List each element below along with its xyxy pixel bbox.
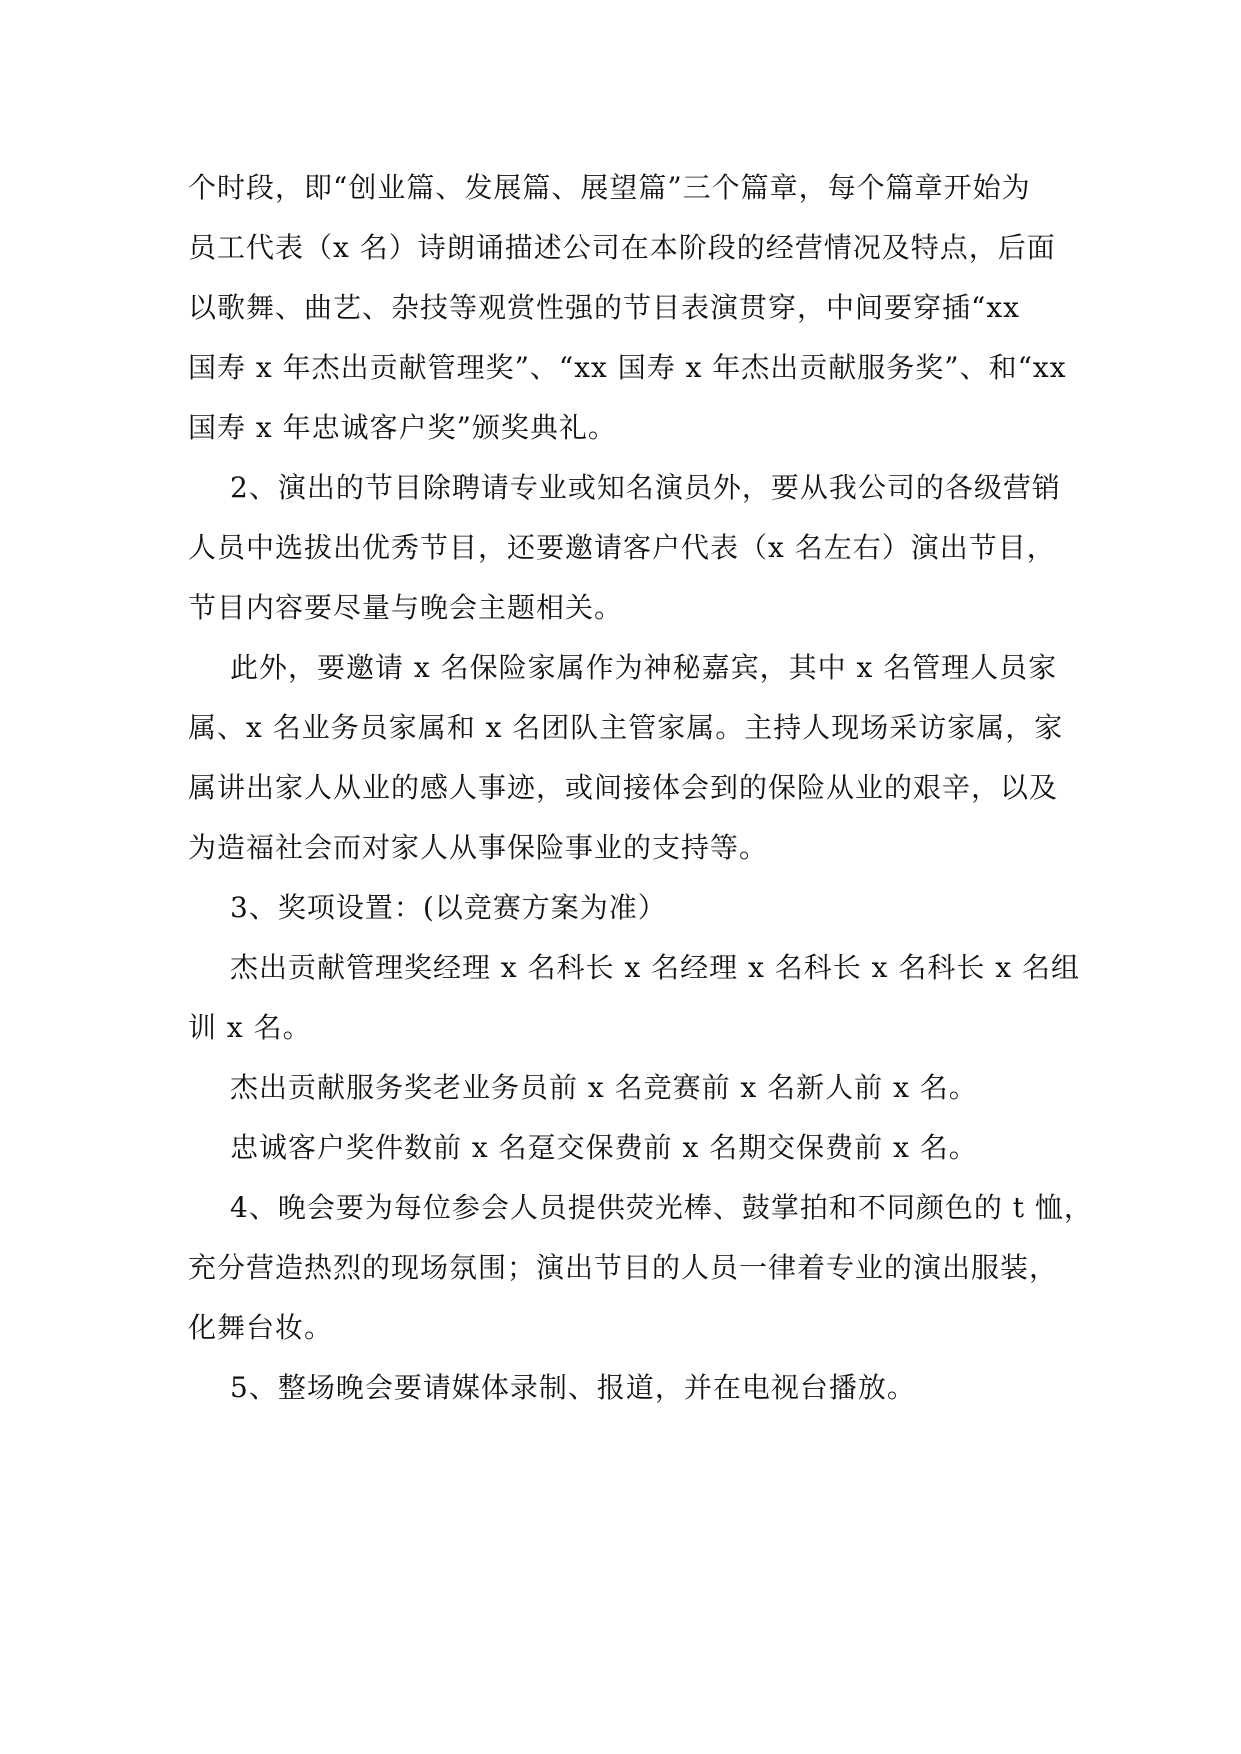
paragraph-media: [188, 1358, 1068, 1418]
text-line: 属讲出家人从业的感人事迹，或间接体会到的保险从业的艰辛，以及: [188, 771, 1059, 804]
text-line: 3、奖项设置：(以竞赛方案为准）: [230, 891, 667, 924]
paragraph-awards-heading: [188, 878, 1068, 938]
text-line: 国寿 x 年杰出贡献管理奖”、“xx 国寿 x 年杰出贡献服务奖”、和“xx: [188, 351, 1067, 384]
paragraph-performers: [188, 458, 1068, 638]
text-line: 杰出贡献服务奖老业务员前 x 名竞赛前 x 名新人前 x 名。: [230, 1071, 978, 1104]
text-line: 节目内容要尽量与晚会主题相关。: [188, 591, 624, 624]
paragraph-management-award: [188, 938, 1080, 1058]
text-line: 杰出贡献管理奖经理 x 名科长 x 名经理 x 名科长 x 名科长 x 名组: [230, 951, 1080, 984]
document-body: [188, 158, 1093, 1418]
text-line: 此外，要邀请 x 名保险家属作为神秘嘉宾，其中 x 名管理人员家: [230, 651, 1058, 684]
text-line: 属、x 名业务员家属和 x 名团队主管家属。主持人现场采访家属，家: [188, 711, 1064, 744]
paragraph-atmosphere: [188, 1178, 1093, 1358]
text-line: 国寿 x 年忠诚客户奖”颁奖典礼。: [188, 411, 617, 444]
text-line: 个时段，即“创业篇、发展篇、展望篇”三个篇章，每个篇章开始为: [188, 171, 1031, 204]
paragraph-program-segments: [188, 158, 1068, 458]
text-line: 为造福社会而对家人从事保险事业的支持等。: [188, 831, 769, 864]
paragraph-guests: [188, 638, 1068, 878]
text-line: 2、演出的节目除聘请专业或知名演员外，要从我公司的各级营销: [230, 471, 1061, 504]
text-line: 人员中选拔出优秀节目，还要邀请客户代表（x 名左右）演出节目，: [188, 531, 1056, 564]
paragraph-service-award: [188, 1058, 1068, 1118]
text-line: 忠诚客户奖件数前 x 名趸交保费前 x 名期交保费前 x 名。: [230, 1131, 978, 1164]
text-line: 4、晚会要为每位参会人员提供荧光棒、鼓掌拍和不同颜色的 t 恤，: [230, 1191, 1093, 1224]
text-line: 员工代表（x 名）诗朗诵描述公司在本阶段的经营情况及特点，后面: [188, 231, 1056, 264]
text-line: 充分营造热烈的现场氛围；演出节目的人员一律着专业的演出服装，: [188, 1251, 1059, 1284]
text-line: 训 x 名。: [188, 1011, 312, 1044]
text-line: 化舞台妆。: [188, 1311, 334, 1344]
text-line: 以歌舞、曲艺、杂技等观赏性强的节目表演贯穿，中间要穿插“xx: [188, 291, 1020, 324]
text-line: 5、整场晚会要请媒体录制、报道，并在电视台播放。: [230, 1371, 916, 1404]
paragraph-customer-award: [188, 1118, 1068, 1178]
